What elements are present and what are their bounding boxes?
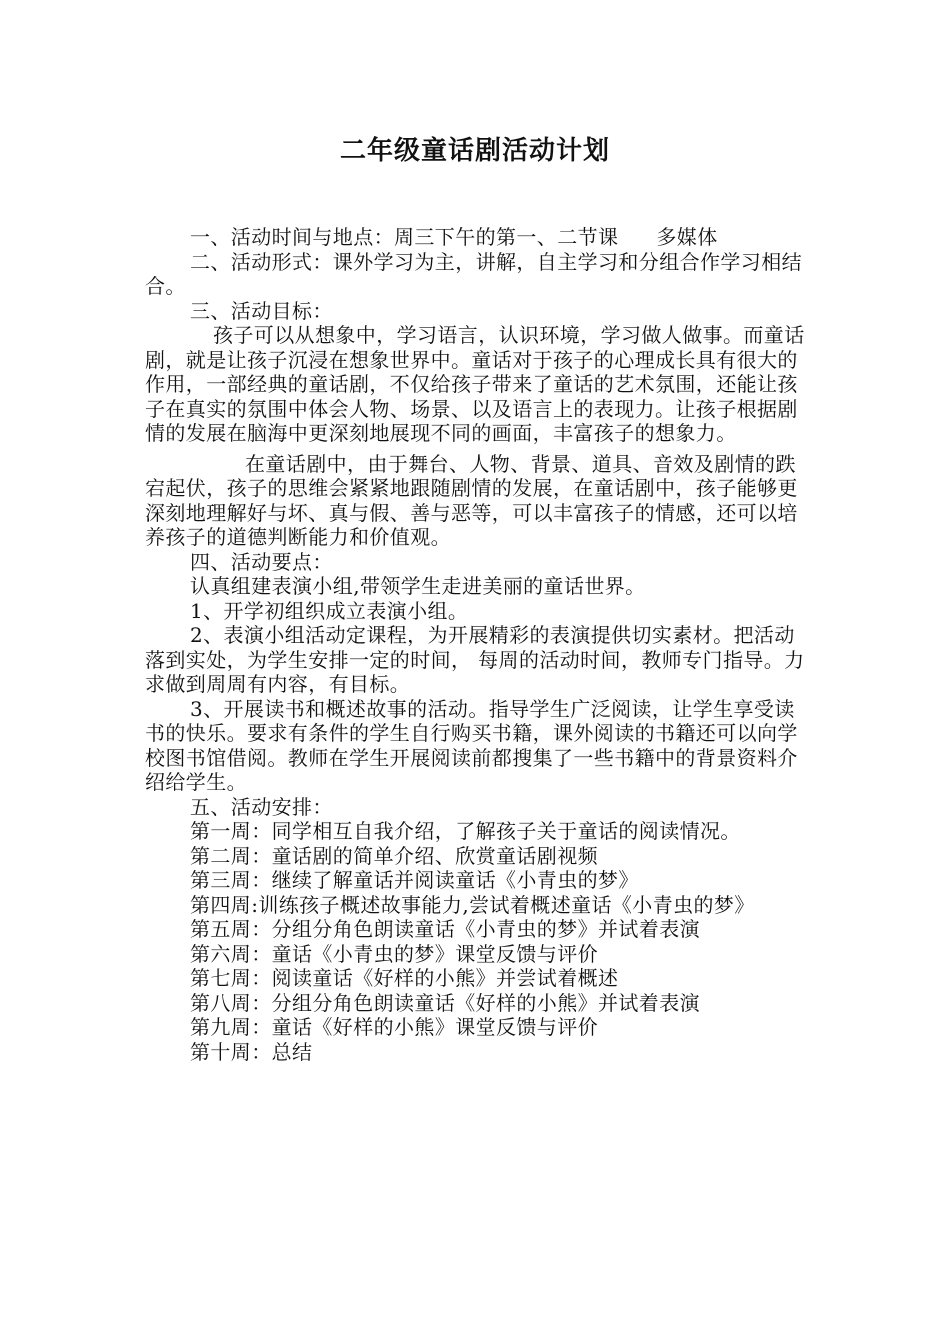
section-4-heading: 四、活动要点： bbox=[190, 549, 333, 574]
schedule-week: 第二周：童话剧的简单介绍、欣赏童话剧视频 bbox=[190, 843, 598, 868]
schedule-week: 第五周：分组分角色朗读童话《小青虫的梦》并试着表演 bbox=[190, 917, 700, 941]
schedule-week: 第四周:训练孩子概述故事能力,尝试着概述童话《小青虫的梦》 bbox=[190, 892, 755, 917]
schedule-week: 第六周：童话《小青虫的梦》课堂反馈与评价 bbox=[190, 941, 598, 966]
schedule-week: 第八周：分组分角色朗读童话《好样的小熊》并试着表演 bbox=[190, 990, 700, 1015]
schedule-week: 第一周：同学相互自我介绍，了解孩子关于童话的阅读情况。 bbox=[190, 819, 741, 843]
section-4-intro: 认真组建表演小组,带领学生走进美丽的童话世界。 bbox=[190, 574, 646, 598]
section-4-item-3: 3、开展读书和概述故事的活动。指导学生广泛阅读，让学生享受读书的快乐。要求有条件的学生自行购买书籍，课外阅读的书籍还可以向学校图书馆借阅。教师在学生开展阅读前都搜集了一些书籍中的背景资料介绍给学生。 bbox=[145, 696, 798, 794]
section-5-heading: 五、活动安排： bbox=[190, 794, 333, 819]
schedule-week: 第三周：继续了解童话并阅读童话《小青虫的梦》 bbox=[190, 868, 639, 892]
section-1-place: 多媒体 bbox=[656, 225, 718, 249]
schedule-week: 第十周：总结 bbox=[190, 1039, 313, 1064]
section-2-format: 二、活动形式：课外学习为主，讲解，自主学习和分组合作学习相结合。 bbox=[145, 249, 802, 298]
section-1-label: 一、活动时间与地点：周三下午的第一、二节课 bbox=[190, 225, 619, 249]
section-4-item-1: 1、开学初组织成立表演小组。 bbox=[190, 598, 469, 623]
section-4-item-2: 2、表演小组活动定课程，为开展精彩的表演提供切实素材。把活动落到实处，为学生安排一定的时间， 每周的活动时间，教师专门指导。力求做到周周有内容，有目标。 bbox=[145, 623, 805, 696]
section-3-heading: 三、活动目标： bbox=[190, 298, 333, 323]
schedule-week: 第七周：阅读童话《好样的小熊》并尝试着概述 bbox=[190, 966, 619, 990]
section-3-paragraph-2: 在童话剧中，由于舞台、人物、背景、道具、音效及剧情的跌宕起伏，孩子的思维会紧紧地跟随剧情的发展，在童话剧中，孩子能够更深刻地理解好与坏、真与假、善与恶等，可以丰富孩子的情感，还可以培养孩子的道德判断能力和价值观。 bbox=[145, 451, 798, 549]
section-1-time-place bbox=[145, 225, 813, 250]
schedule-week: 第九周：童话《好样的小熊》课堂反馈与评价 bbox=[190, 1015, 598, 1039]
section-3-paragraph-1: 孩子可以从想象中，学习语言，认识环境，学习做人做事。而童话剧，就是让孩子沉浸在想象世界中。童话对于孩子的心理成长具有很大的作用，一部经典的童话剧，不仅给孩子带来了童话的艺术氛围，还能让孩子在真实的氛围中体会人物、场景、以及语言上的表现力。让孩子根据剧情的发展在脑海中更深刻地展现不同的画面，丰富孩子的想象力。 bbox=[145, 323, 805, 445]
page-title: 二年级童话剧活动计划 bbox=[339, 136, 610, 166]
document-body bbox=[145, 225, 813, 1064]
